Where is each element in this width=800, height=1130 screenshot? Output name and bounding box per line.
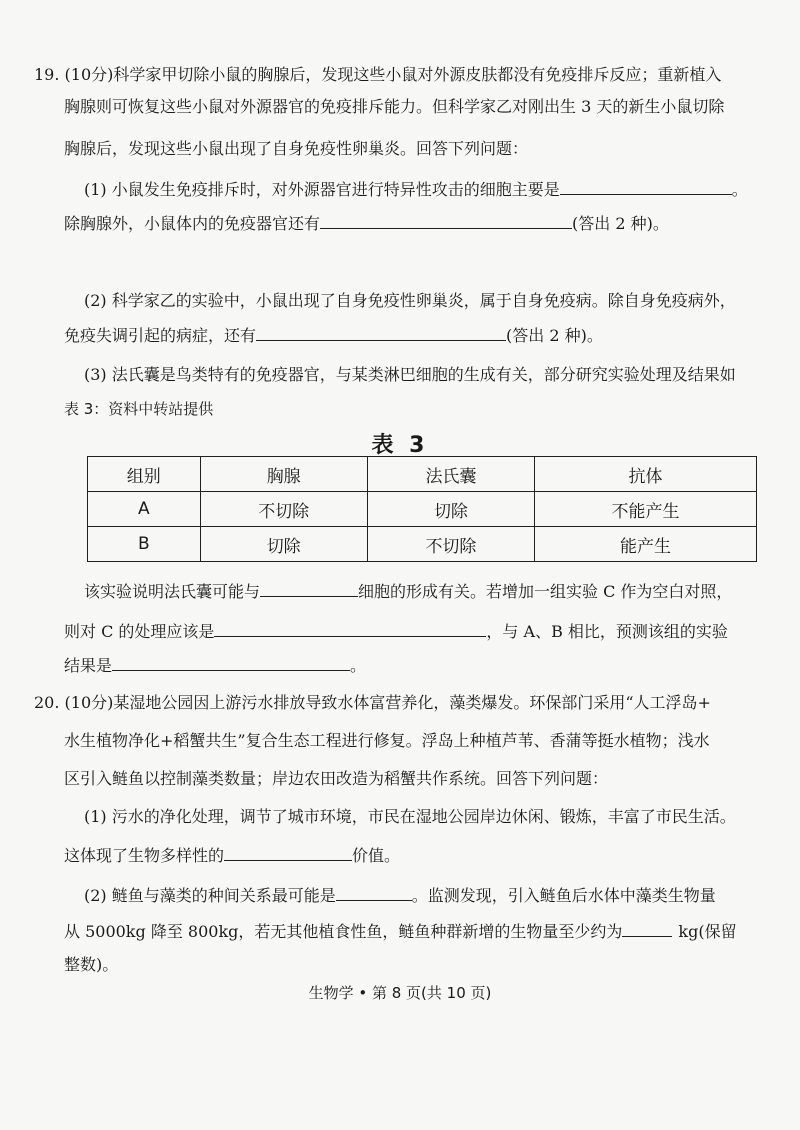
q19-after-text1: 该实验说明法氏囊可能与 — [84, 582, 261, 601]
answer-blank[interactable] — [560, 178, 732, 195]
q19-part1-text2: 除胸腺外，小鼠体内的免疫器官还有 — [64, 214, 321, 233]
table-3 — [87, 456, 757, 562]
q20-part2-text2: 从 5000kg 降至 800kg，若无其他植食性鱼，鲢鱼种群新增的生物量至少约为 — [64, 922, 623, 941]
table-cell: B — [88, 527, 201, 562]
q20-part2-end1: 。监测发现，引入鲢鱼后水体中藻类生物量 — [411, 886, 716, 905]
q20-part1-text2: 这体现了生物多样性的 — [64, 846, 225, 865]
answer-blank[interactable] — [256, 324, 506, 341]
answer-blank[interactable] — [214, 620, 486, 637]
table-header-cell: 胸腺 — [200, 457, 367, 492]
q19-stem-line-2: 胸腺则可恢复这些小鼠对外源器官的免疫排斥能力。但科学家乙对刚出生 3 天的新生小鼠切除 — [64, 97, 725, 116]
q19-part1-end: 。 — [731, 180, 748, 199]
page-footer: 生物学 • 第 8 页(共 10 页) — [308, 984, 492, 1002]
q19-part1-line1 — [84, 178, 748, 201]
q20-part1-line2 — [64, 844, 400, 867]
table-row — [88, 527, 757, 562]
table-header-cell: 抗体 — [535, 457, 757, 492]
q20-part1-end2: 价值。 — [352, 846, 401, 865]
q20-part1-line1: (1) 污水的净化处理，调节了城市环境，市民在湿地公园岸边休闲、锻炼，丰富了市民生活。 — [84, 807, 736, 826]
answer-blank[interactable] — [622, 920, 672, 937]
q19-part3-line1: (3) 法氏囊是鸟类特有的免疫器官，与某类淋巴细胞的生成有关，部分研究实验处理及结果如 — [84, 365, 736, 384]
q19-after-line1 — [84, 580, 732, 603]
q20-part2-end2: kg(保留 — [678, 922, 737, 941]
q19-part2-line2 — [64, 324, 603, 347]
answer-blank[interactable] — [224, 844, 352, 861]
table-cell: 不切除 — [200, 492, 367, 527]
table-cell: A — [88, 492, 201, 527]
q19-stem-line-1: 19. (10分)科学家甲切除小鼠的胸腺后，发现这些小鼠对外源皮肤都没有免疫排斥反应；重新植入 — [34, 65, 722, 84]
q20-stem-line-1: 20. (10分)某湿地公园因上游污水排放导致水体富营养化，藻类爆发。环保部门采用“人工浮岛+ — [34, 693, 711, 712]
q19-stem-line-3: 胸腺后，发现这些小鼠出现了自身免疫性卵巢炎。回答下列问题： — [64, 139, 529, 158]
q20-stem-line-2: 水生植物净化+稻蟹共生”复合生态工程进行修复。浮岛上种植芦苇、香蒲等挺水植物；浅水 — [64, 731, 710, 750]
table-header-row — [88, 457, 757, 492]
q19-part1-end2: (答出 2 种)。 — [572, 214, 669, 233]
q19-part2-line1: (2) 科学家乙的实验中，小鼠出现了自身免疫性卵巢炎，属于自身免疫病。除自身免疫病外， — [84, 291, 736, 310]
q19-part1-text: (1) 小鼠发生免疫排斥时，对外源器官进行特异性攻击的细胞主要是 — [84, 180, 560, 199]
table-row — [88, 492, 757, 527]
answer-blank[interactable] — [320, 212, 572, 229]
q20-stem-line-3: 区引入鲢鱼以控制藻类数量；岸边农田改造为稻蟹共作系统。回答下列问题： — [64, 769, 609, 788]
answer-blank[interactable] — [112, 654, 350, 671]
answer-blank[interactable] — [336, 884, 412, 901]
table-header-cell: 组别 — [88, 457, 201, 492]
q20-part2-line2 — [64, 920, 737, 943]
q19-after-line3 — [64, 654, 366, 677]
q19-after-end1: 细胞的形成有关。若增加一组实验 C 作为空白对照， — [358, 582, 733, 601]
q19-after-end3: 。 — [350, 656, 367, 675]
q19-part2-end2: (答出 2 种)。 — [506, 326, 603, 345]
answer-blank[interactable] — [260, 580, 358, 597]
table-header-cell: 法氏囊 — [367, 457, 534, 492]
table-cell: 能产生 — [535, 527, 757, 562]
q19-part2-text2: 免疫失调引起的病症，还有 — [64, 326, 257, 345]
q19-after-text2: 则对 C 的处理应该是 — [64, 622, 215, 641]
table-title: 表 3 — [371, 433, 429, 458]
table-cell: 切除 — [367, 492, 534, 527]
q19-after-text3: 结果是 — [64, 656, 113, 675]
q19-after-end2: ，与 A、B 相比，预测该组的实验 — [486, 622, 728, 641]
q20-part2-text1: (2) 鲢鱼与藻类的种间关系最可能是 — [84, 886, 336, 905]
q19-after-line2 — [64, 620, 728, 643]
q19-part3-line2: 表 3：资料中转站提供 — [64, 400, 214, 418]
q20-part2-line1 — [84, 884, 716, 907]
q19-part1-line2 — [64, 212, 669, 235]
table-cell: 不切除 — [367, 527, 534, 562]
table-cell: 切除 — [200, 527, 367, 562]
q20-part2-line3: 整数)。 — [64, 955, 119, 974]
table-cell: 不能产生 — [535, 492, 757, 527]
